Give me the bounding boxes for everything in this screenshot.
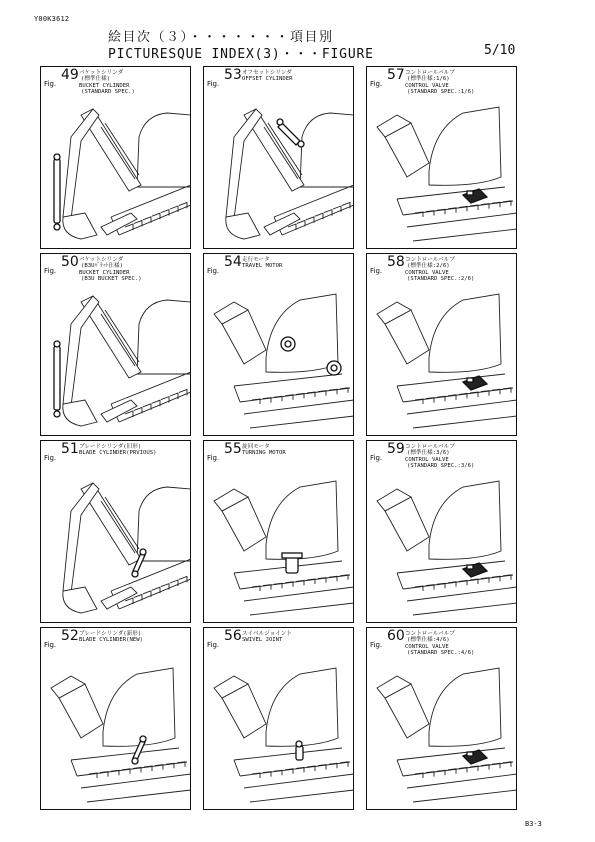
page-title-japanese: 絵目次（３）・・・・・・・項目別: [108, 30, 334, 45]
figure-description-line: (標準仕様:4/6): [407, 637, 450, 644]
figure-description-line: バケットシリンダ: [79, 70, 124, 76]
figure-description-line: (標準仕様:2/6): [407, 263, 450, 270]
figure-panel[interactable]: [366, 66, 517, 249]
figure-description-line: BUCKET CYLINDER: [79, 82, 130, 89]
figure-panel[interactable]: [366, 440, 517, 623]
figure-label: Fig.: [207, 80, 220, 88]
figure-illustration: [204, 254, 354, 436]
figure-description-line: (B3U BUCKET SPEC.): [81, 276, 142, 283]
figure-label: Fig.: [207, 267, 220, 275]
figure-label: Fig.: [370, 80, 383, 88]
figure-number: 53: [224, 67, 242, 83]
figure-description-line: コントロールバルブ: [405, 70, 455, 76]
figure-illustration: [41, 628, 191, 810]
figure-description-line: (STANDARD SPEC.:2/6): [407, 276, 475, 283]
figure-description: [242, 631, 292, 644]
figure-description-line: コントロールバルブ: [405, 257, 455, 263]
figure-description: [405, 631, 474, 657]
figure-label: Fig.: [370, 454, 383, 462]
figure-description-line: BLADE CYLINDER(NEW): [79, 637, 143, 644]
figure-description-line: (STANDARD SPEC.): [81, 89, 135, 96]
figure-panel[interactable]: [40, 66, 191, 249]
figure-panel[interactable]: [203, 627, 354, 810]
figure-description-line: BUCKET CYLINDER: [79, 269, 130, 276]
figure-description-line: (STANDARD SPEC.:3/6): [407, 463, 475, 470]
figure-description-line: オフセットシリンダ: [242, 70, 292, 76]
figure-description-line: TURNING MOTOR: [242, 450, 286, 457]
figure-description: [79, 631, 143, 644]
figure-description-line: OFFSET CYLINDER: [242, 76, 293, 83]
figure-description-line: (標準仕様): [81, 76, 111, 83]
figure-description: [242, 444, 286, 457]
figure-panel[interactable]: [203, 66, 354, 249]
figure-description-line: スイベルジョイント: [242, 631, 292, 637]
figure-description-line: CONTROL VALVE: [405, 456, 449, 463]
figure-number: 57: [387, 67, 405, 83]
figure-panel[interactable]: [40, 253, 191, 436]
figure-number: 58: [387, 254, 405, 270]
figure-description-line: 旋回モータ: [242, 444, 270, 450]
figure-label: Fig.: [44, 454, 57, 462]
figure-illustration: [204, 441, 354, 623]
figure-number: 50: [61, 254, 79, 270]
figure-description-line: (STANDARD SPEC.:4/6): [407, 650, 475, 657]
figure-description: [79, 257, 142, 283]
figure-description: [79, 444, 156, 457]
figure-panel[interactable]: [203, 253, 354, 436]
figure-description-line: ブレードシリンダ(新形): [79, 631, 142, 637]
figure-index-grid: [40, 66, 557, 811]
figure-description-line: BLADE CYLINDER(PRVIOUS): [79, 450, 157, 457]
figure-description-line: コントロールバルブ: [405, 444, 455, 450]
figure-description: [79, 70, 135, 96]
figure-description-line: バケットシリンダ: [79, 257, 124, 263]
figure-label: Fig.: [370, 267, 383, 275]
figure-description-line: SWIVEL JOINT: [242, 637, 283, 644]
figure-description-line: (B3Uﾊﾞｹｯﾄ仕様): [81, 263, 124, 270]
figure-description: [405, 70, 474, 96]
document-code: Y00K3612: [34, 15, 70, 23]
figure-illustration: [204, 67, 354, 249]
figure-description-line: (標準仕様:1/6): [407, 76, 450, 83]
figure-description-line: TRAVEL MOTOR: [242, 263, 283, 270]
page-number: 5/10: [484, 43, 516, 58]
figure-panel[interactable]: [40, 440, 191, 623]
page-title-english: PICTURESQUE INDEX(3)・・・FIGURE: [108, 47, 374, 62]
figure-panel[interactable]: [366, 627, 517, 810]
figure-description: [242, 257, 282, 270]
figure-label: Fig.: [44, 641, 57, 649]
figure-illustration: [204, 628, 354, 810]
figure-label: Fig.: [44, 80, 57, 88]
figure-description-line: コントロールバルブ: [405, 631, 455, 637]
figure-panel[interactable]: [40, 627, 191, 810]
figure-description-line: 走行モータ: [242, 257, 270, 263]
figure-description: [405, 444, 474, 470]
figure-panel[interactable]: [203, 440, 354, 623]
figure-description-line: CONTROL VALVE: [405, 269, 449, 276]
figure-label: Fig.: [207, 454, 220, 462]
figure-label: Fig.: [370, 641, 383, 649]
figure-description-line: ブレードシリンダ(旧形): [79, 444, 142, 450]
figure-description-line: (標準仕様:3/6): [407, 450, 450, 457]
figure-label: Fig.: [44, 267, 57, 275]
figure-description: [242, 70, 293, 83]
figure-number: 59: [387, 441, 405, 457]
figure-label: Fig.: [207, 641, 220, 649]
figure-illustration: [41, 441, 191, 623]
figure-description-line: (STANDARD SPEC.:1/6): [407, 89, 475, 96]
figure-number: 55: [224, 441, 242, 457]
figure-description-line: CONTROL VALVE: [405, 82, 449, 89]
figure-number: 52: [61, 628, 79, 644]
figure-description: [405, 257, 474, 283]
figure-number: 49: [61, 67, 79, 83]
figure-number: 51: [61, 441, 79, 457]
figure-number: 60: [387, 628, 405, 644]
figure-number: 56: [224, 628, 242, 644]
figure-number: 54: [224, 254, 242, 270]
figure-panel[interactable]: [366, 253, 517, 436]
footer-page-code: B3-3: [525, 820, 542, 828]
figure-description-line: CONTROL VALVE: [405, 643, 449, 650]
